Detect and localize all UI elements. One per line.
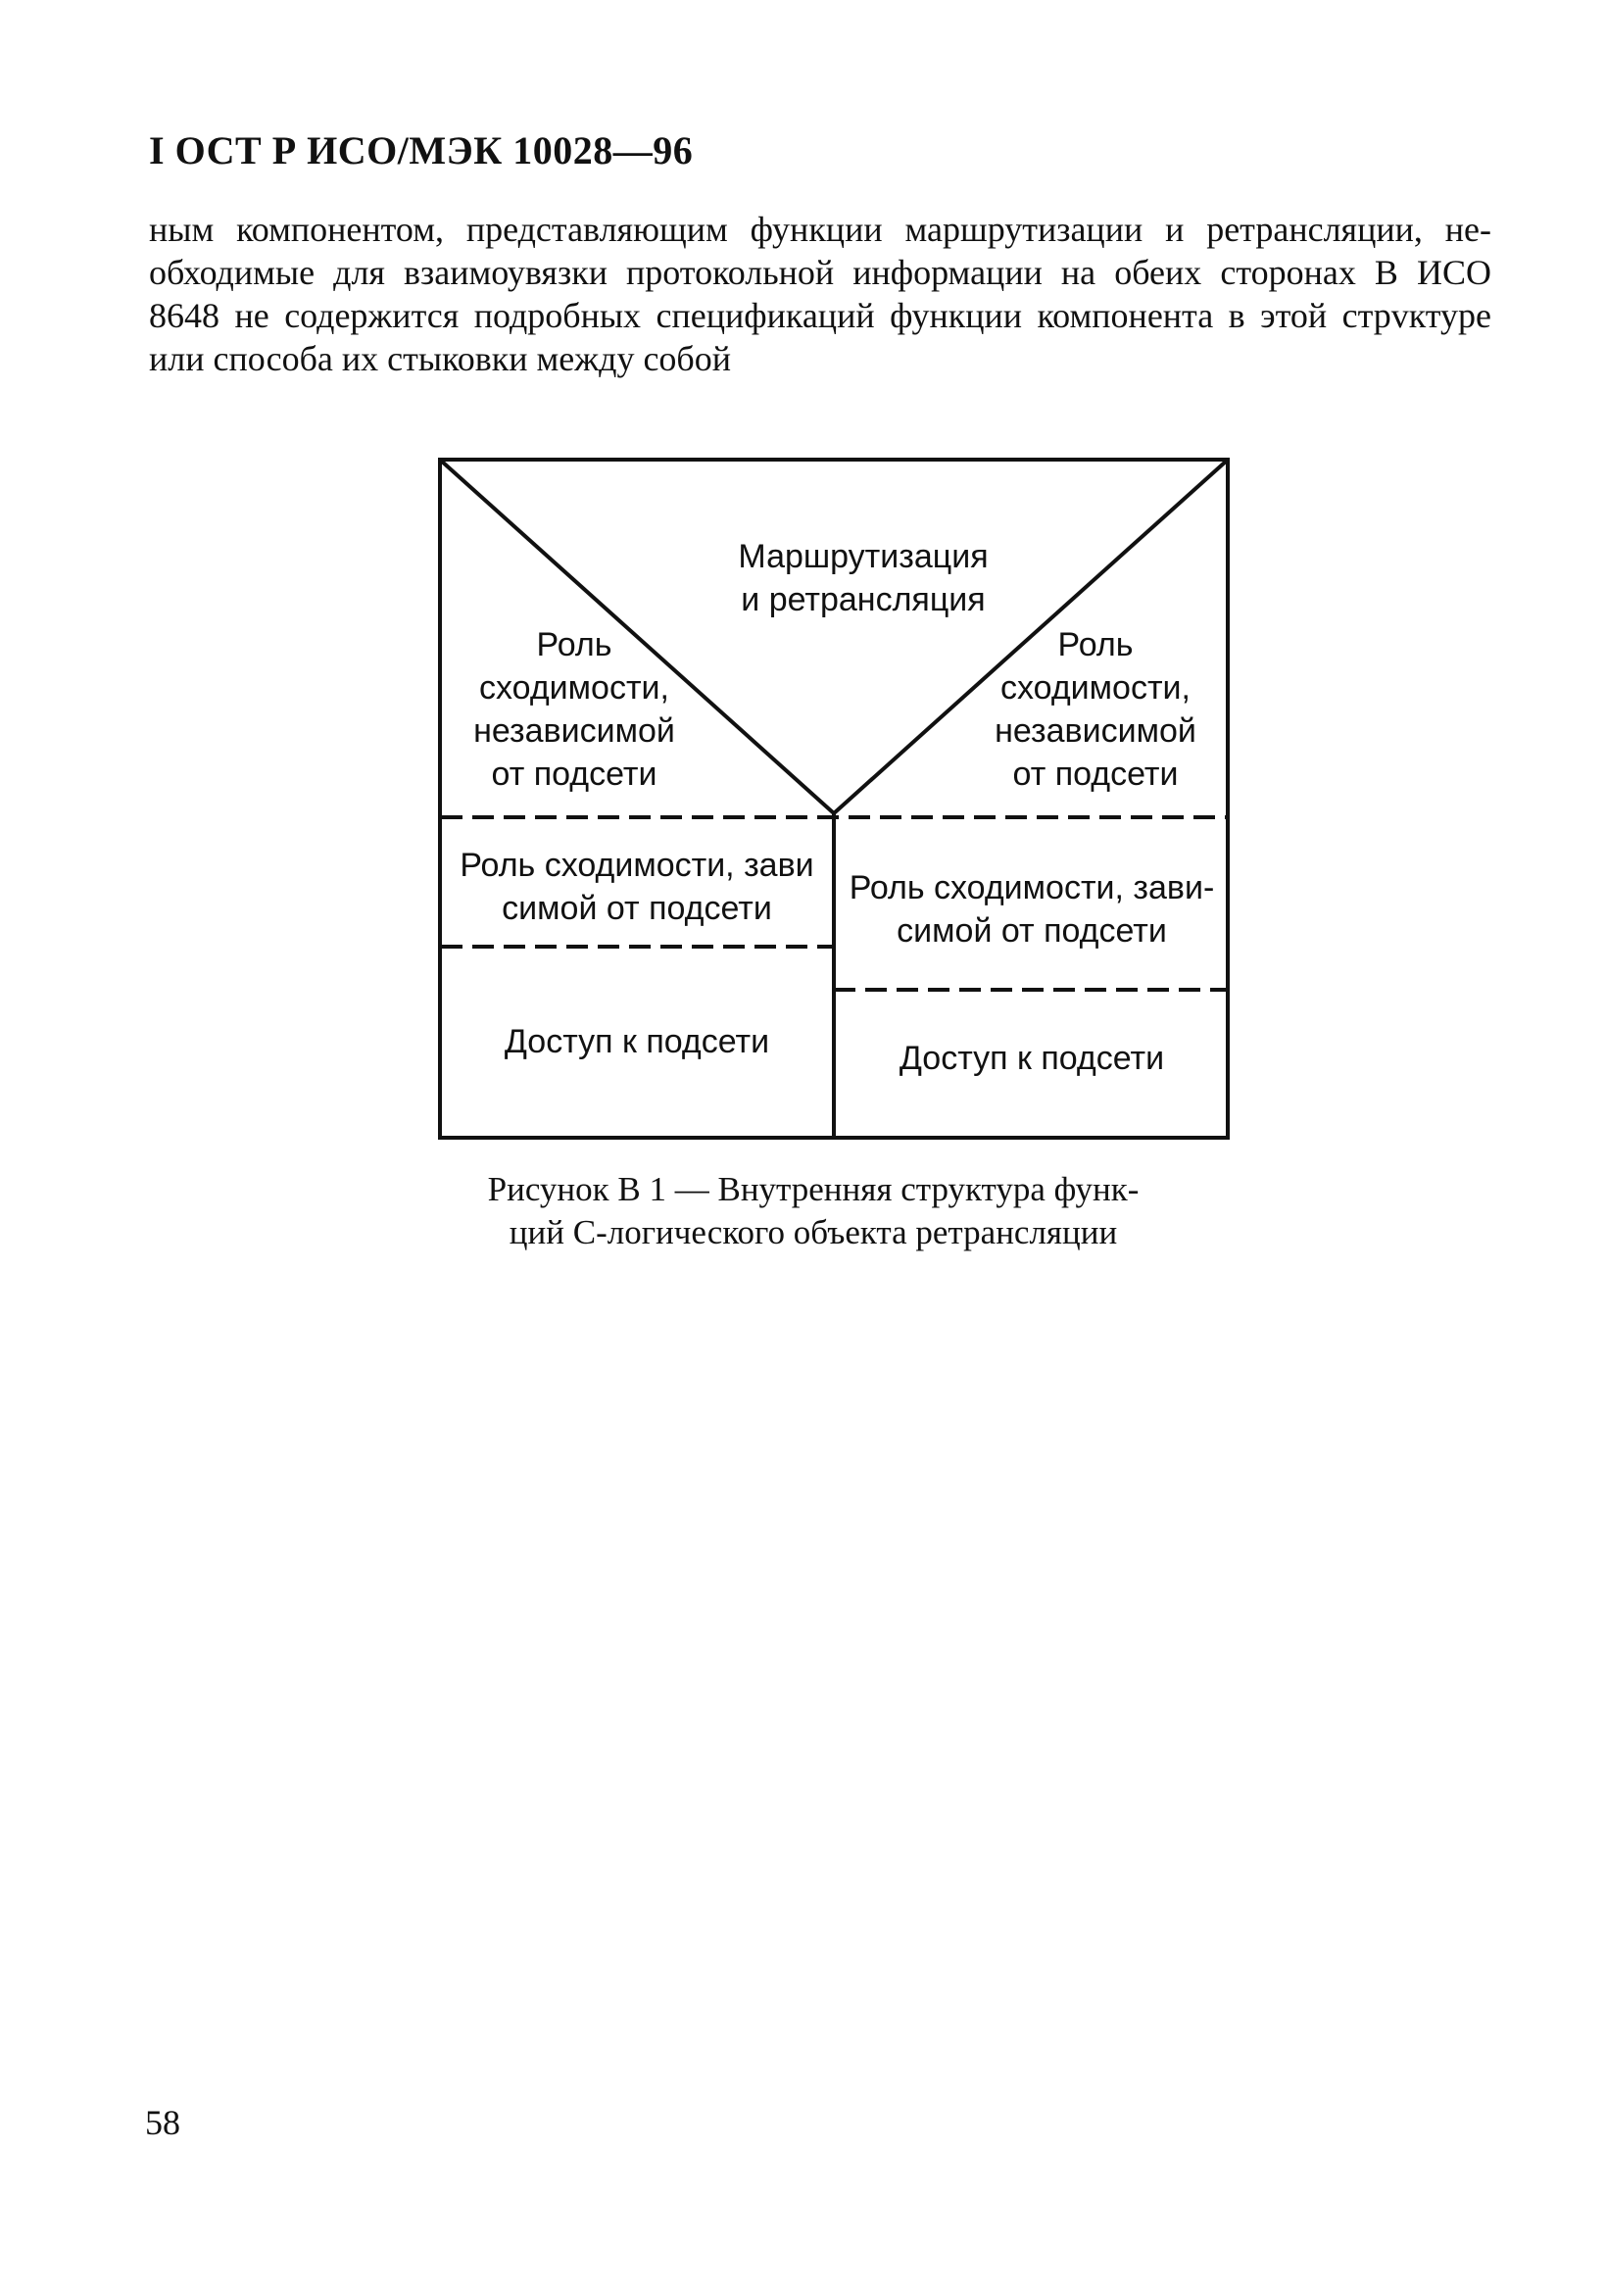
structure-diagram: [437, 457, 1231, 1143]
label-line: от подсети: [1012, 756, 1179, 793]
paragraph-line: обходимые для взаимоувязки протокольной информации на обеих сторонах В ИСО: [149, 253, 1491, 292]
figure-caption: [392, 1168, 1235, 1254]
document-header: I ОСТ Р ИСО/МЭК 10028—96: [149, 128, 694, 172]
right-independent-role-label: [978, 623, 1213, 796]
label-line: Роль сходимости, зави: [460, 847, 814, 884]
label-line: Роль: [536, 626, 612, 663]
label-line: независимой: [995, 712, 1196, 750]
right-subnet-access-label: Доступ к подсети: [899, 1040, 1165, 1077]
label-line: и ретрансляция: [741, 581, 986, 618]
label-line: Маршрутизация: [738, 538, 989, 575]
label-line: сходимости,: [479, 669, 669, 707]
routing-relay-label: [702, 535, 1025, 621]
paragraph-line: 8648 не содержится подробных спецификаций функции компонента в этой стрvктуре: [149, 296, 1491, 335]
caption-line: ций С-логического объекта ретрансляции: [509, 1213, 1118, 1251]
left-subnet-access-label: Доступ к подсети: [504, 1023, 770, 1060]
caption-line: Рисунок В 1 — Внутренняя структура функ-: [487, 1170, 1140, 1208]
left-independent-role-label: [457, 623, 692, 796]
label-line: симой от подсети: [502, 890, 772, 927]
label-line: от подсети: [491, 756, 657, 793]
label-line: сходимости,: [1000, 669, 1191, 707]
label-line: независимой: [473, 712, 675, 750]
paragraph-line: или способа их стыковки между собой: [149, 339, 731, 378]
paragraph-line: ным компонентом, представляющим функции маршрутизации и ретрансляции, не-: [149, 210, 1491, 249]
label-line: Роль сходимости, зави-: [849, 869, 1215, 906]
right-dependent-role-label: [837, 866, 1227, 953]
label-line: Роль: [1057, 626, 1134, 663]
left-dependent-role-label: [443, 844, 831, 930]
page-number: 58: [145, 2103, 180, 2142]
label-line: симой от подсети: [897, 912, 1167, 950]
body-paragraph: [149, 208, 1491, 380]
